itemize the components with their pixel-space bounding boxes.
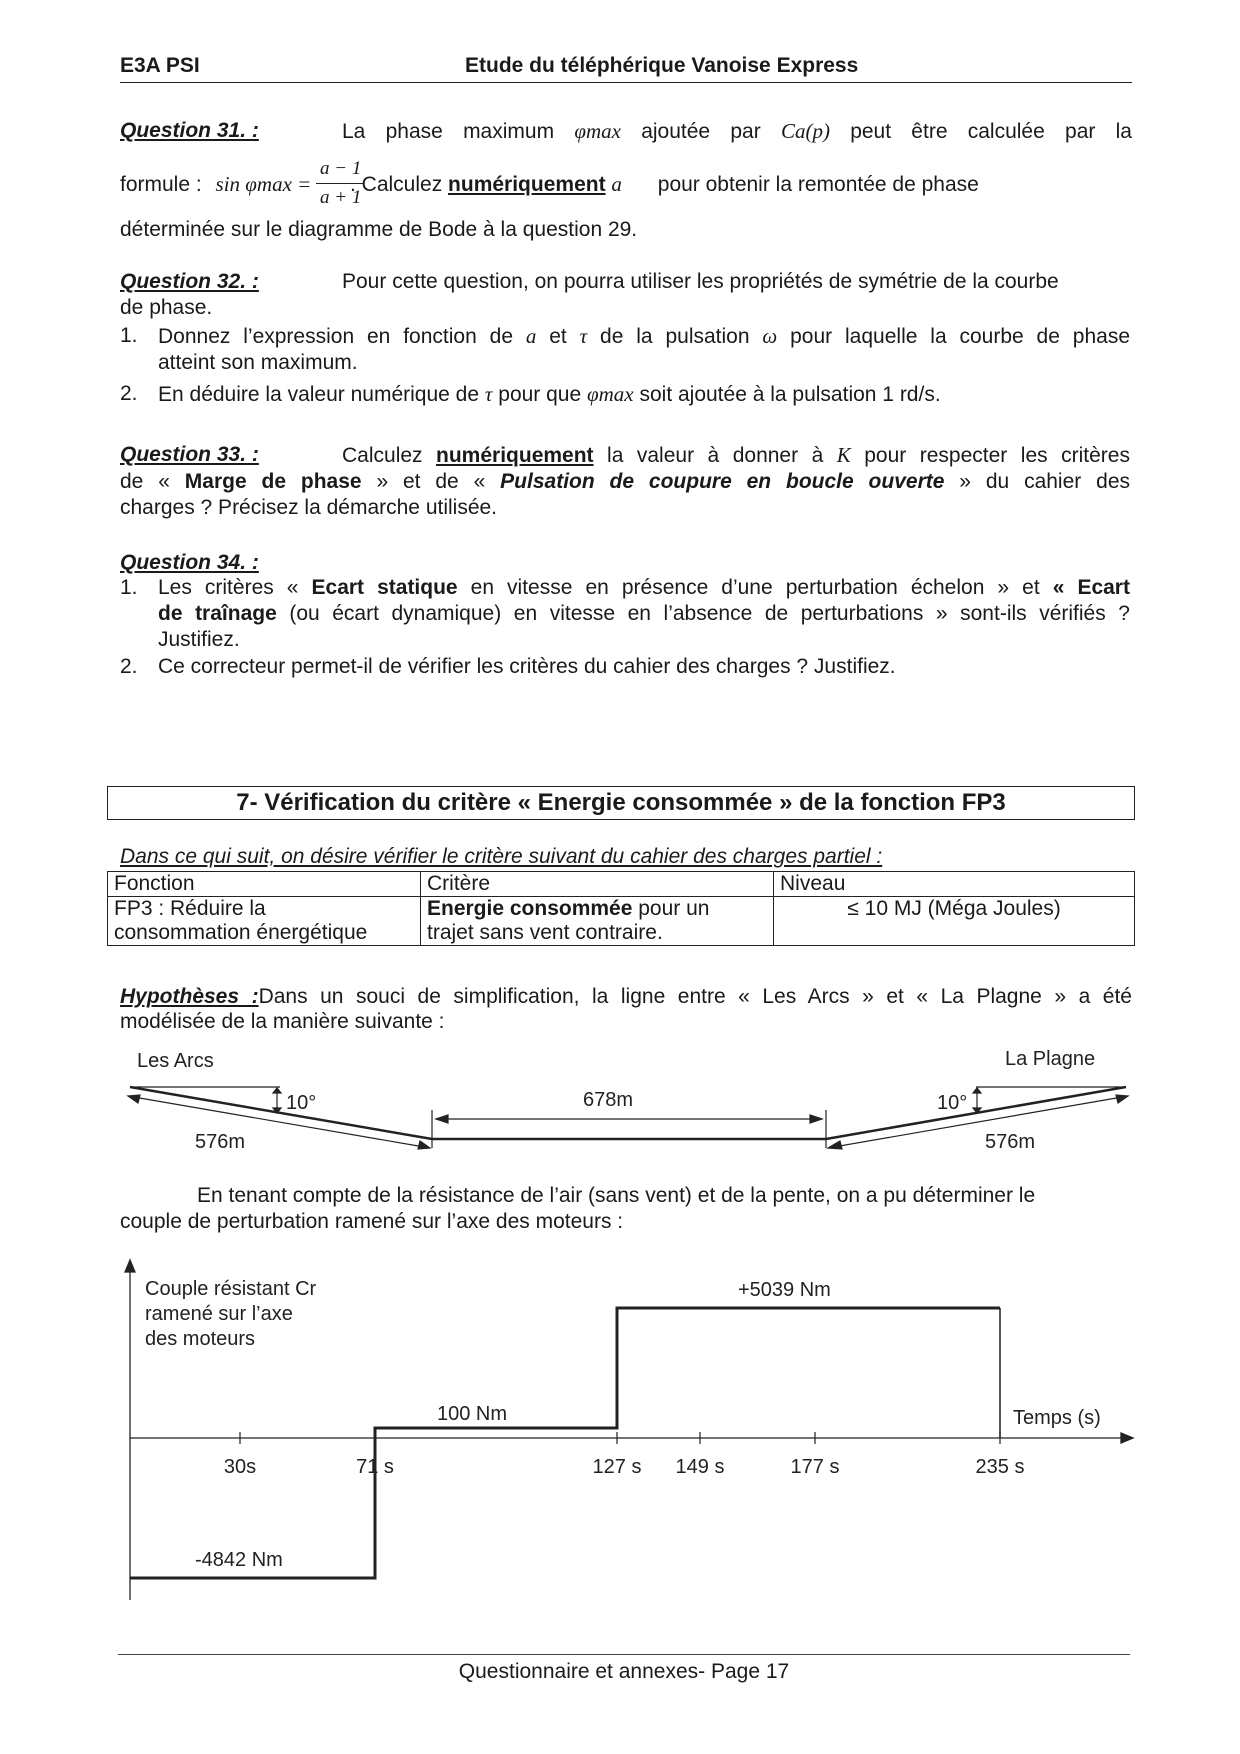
question-label: Question 33. :: [120, 443, 259, 466]
q33-line1: Calculez numériquement la valeur à donner à K pour respecter les critères: [342, 443, 1130, 467]
right-length-label: 576m: [985, 1131, 1036, 1153]
page-footer: Questionnaire et annexes- Page 17: [458, 1660, 790, 1683]
q32-item2: En déduire la valeur numérique de τ pour que φmax soit ajoutée à la pulsation 1 rd/s.: [158, 382, 941, 406]
section-7-box: [107, 786, 1135, 820]
q31-line2: . Calculez numériquement a pour obtenir la remontée de phase: [350, 172, 979, 196]
hypotheses-line1: Hypothèses :Dans un souci de simplification, la ligne entre « Les Arcs » et « La Plagne » a été: [120, 985, 1132, 1008]
formula-lhs: sin φmax =: [215, 172, 312, 196]
q31-line1: La phase maximum φmax ajoutée par Ca(p) peut être calculée par la: [342, 119, 1132, 143]
line-profile-diagram: [0, 1040, 1240, 1190]
y-label-line1: Couple résistant Cr: [145, 1278, 317, 1300]
angle-right-label: 10°: [937, 1092, 968, 1114]
table-header-row: [108, 872, 1135, 897]
y-label-line2: ramené sur l’axe: [145, 1303, 293, 1325]
segment-label: 100 Nm: [437, 1403, 508, 1425]
header-title: Etude du téléphérique Vanoise Express: [465, 54, 859, 77]
paragraph-line2: couple de perturbation ramené sur l’axe des moteurs :: [120, 1210, 624, 1233]
y-axis-arrow: [125, 1260, 135, 1272]
x-axis-label: Temps (s): [1013, 1407, 1101, 1429]
paragraph-line1: En tenant compte de la résistance de l’air (sans vent) et de la pente, on a pu déterminer le: [197, 1184, 1036, 1207]
x-tick-label: 177 s: [790, 1456, 840, 1478]
header-left: E3A PSI: [120, 54, 200, 77]
torque-step-curve: [130, 1308, 1000, 1578]
header-rule: [120, 82, 1132, 83]
angle-left-label: 10°: [286, 1092, 317, 1114]
q32-item1-line2: atteint son maximum.: [158, 351, 358, 374]
x-tick-label: 127 s: [592, 1456, 642, 1478]
q34-item1-line3: Justifiez.: [158, 628, 240, 651]
x-tick-label: 30s: [223, 1456, 257, 1478]
table-cell-fonction: FP3 : Réduire la consommation énergétique: [108, 897, 421, 946]
hypotheses-line2: modélisée de la manière suivante :: [120, 1010, 445, 1033]
table-cell-critere: Energie consommée pour un trajet sans vent contraire.: [421, 897, 774, 946]
x-tick-label: 71 s: [356, 1456, 394, 1478]
segment-label: -4842 Nm: [195, 1549, 283, 1571]
table-header-cell: Niveau: [774, 872, 1135, 897]
station-les-arcs: Les Arcs: [137, 1050, 214, 1072]
q34-item1: Les critères « Ecart statique en vitesse en présence d’une perturbation échelon » et « Ecart: [158, 576, 1130, 599]
x-tick-label: 149 s: [675, 1456, 725, 1478]
q34-item2: Ce correcteur permet-il de vérifier les critères du cahier des charges ? Justifiez.: [158, 655, 896, 678]
q34-item1-line2: de traînage (ou écart dynamique) en vitesse en l’absence de perturbations » sont-ils vérifiés ?: [158, 602, 1130, 625]
q32-item1: Donnez l’expression en fonction de a et τ de la pulsation ω pour laquelle la courbe de phase: [158, 324, 1131, 348]
q32-item2-num: 2.: [120, 382, 138, 405]
middle-length-label: 678m: [583, 1089, 634, 1111]
criteria-table: [107, 871, 1135, 946]
q34-item2-num: 2.: [120, 655, 138, 678]
q32-line1: Pour cette question, on pourra utiliser les propriétés de symétrie de la courbe: [342, 270, 1059, 293]
left-length-label: 576m: [195, 1131, 246, 1153]
x-tick-label: 235 s: [975, 1456, 1025, 1478]
table-cell-niveau: ≤ 10 MJ (Méga Joules): [774, 897, 1135, 946]
station-la-plagne: La Plagne: [1005, 1048, 1096, 1070]
footer-rule: [118, 1654, 1130, 1655]
section-title: 7- Vérification du critère « Energie consommée » de la fonction FP3: [236, 789, 1006, 816]
y-label-line3: des moteurs: [145, 1328, 256, 1350]
x-axis-arrow: [1121, 1433, 1133, 1443]
table-header-cell: Fonction: [108, 872, 421, 897]
q33-line2: de « Marge de phase » et de « Pulsation de coupure en boucle ouverte » du cahier des: [120, 470, 1130, 493]
fraction-bar: [316, 183, 364, 184]
torque-chart: [0, 1250, 1240, 1620]
dimension-678: [436, 1115, 822, 1123]
question-label: Question 31. :: [120, 119, 259, 142]
question-label: Question 34. :: [120, 551, 259, 574]
formula-denominator: a + 1: [320, 187, 362, 208]
q32-line2: de phase.: [120, 296, 213, 319]
criteria-intro: Dans ce qui suit, on désire vérifier le critère suivant du cahier des charges partiel :: [120, 845, 883, 868]
q34-item1-num: 1.: [120, 576, 138, 599]
q33-line3: charges ? Précisez la démarche utilisée.: [120, 496, 498, 519]
question-label: Question 32. :: [120, 270, 259, 293]
table-header-cell: Critère: [421, 872, 774, 897]
formula-numerator: a − 1: [320, 158, 362, 179]
q32-item1-num: 1.: [120, 324, 138, 347]
q31-line3: déterminée sur le diagramme de Bode à la question 29.: [120, 218, 638, 241]
table-row: [108, 897, 1135, 946]
q31-formula-intro: formule :: [120, 173, 202, 196]
segment-label: +5039 Nm: [738, 1279, 831, 1301]
